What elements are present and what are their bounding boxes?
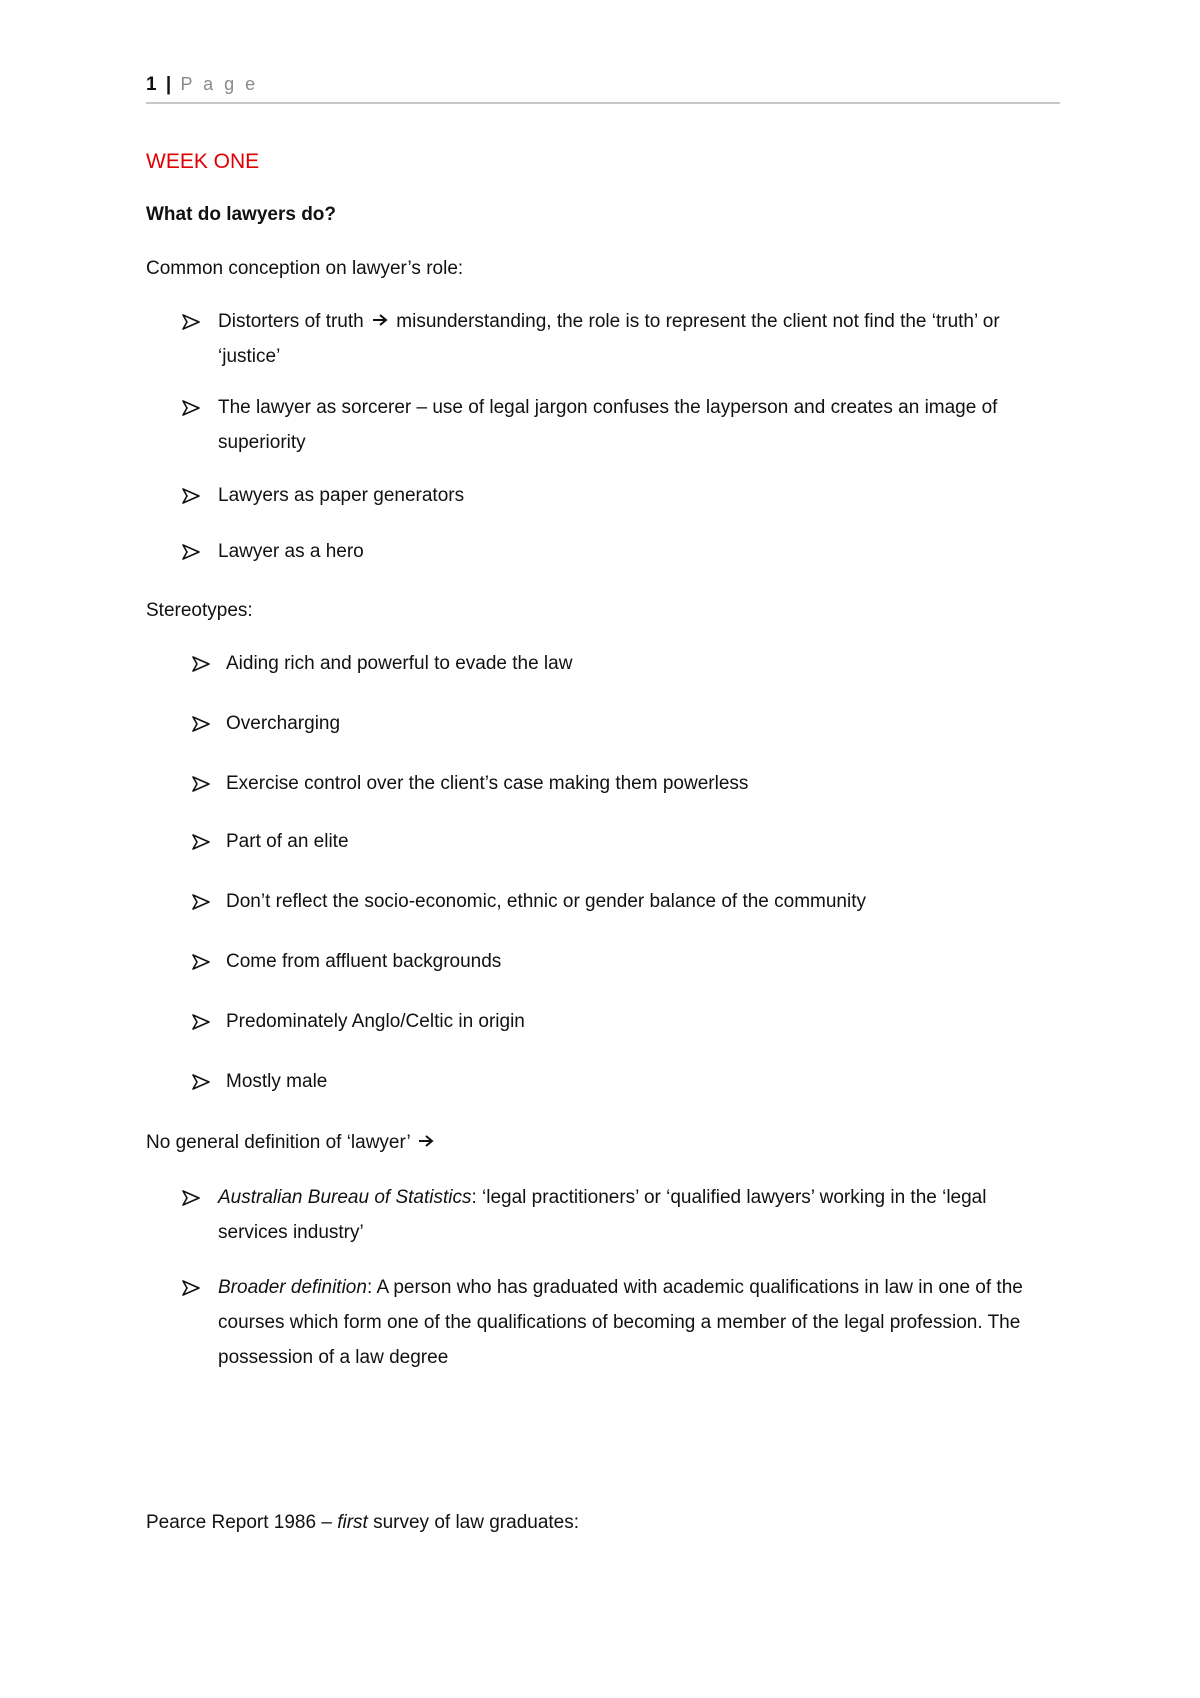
bullet-text: Mostly male xyxy=(226,1071,328,1092)
page-label: P a g e xyxy=(180,74,259,94)
stereotypes-intro: Stereotypes: xyxy=(146,600,253,621)
question-heading: What do lawyers do? xyxy=(146,204,337,225)
pearce-text-before: Pearce Report 1986 – xyxy=(146,1512,338,1533)
right-arrow-icon xyxy=(372,304,388,339)
right-arrow-icon xyxy=(418,1132,434,1154)
bullet-text: Predominately Anglo/Celtic in origin xyxy=(226,1011,525,1032)
arrowhead-bullet-icon xyxy=(192,706,210,741)
pearce-text-after: survey of law graduates: xyxy=(367,1512,580,1533)
list-item xyxy=(146,304,1046,374)
arrowhead-bullet-icon xyxy=(182,390,200,425)
definition-label: Broader definition xyxy=(218,1277,367,1298)
page-number: 1 xyxy=(146,74,157,95)
list-item xyxy=(146,478,1046,513)
list-item xyxy=(192,646,1092,681)
arrowhead-bullet-icon xyxy=(182,1180,200,1215)
bullet-text: : ‘legal practitioners’ or ‘qualified lawyers’ working in the ‘legal services industry’ xyxy=(218,1187,987,1243)
list-item xyxy=(146,390,1046,460)
common-conception-intro: Common conception on lawyer’s role: xyxy=(146,258,464,279)
list-item xyxy=(192,766,1092,801)
bullet-text: : A person who has graduated with academic qualifications in law in one of the courses which form one of the qualifications of becoming a member of the legal profession. The possession of a law degree xyxy=(218,1277,1023,1368)
arrowhead-bullet-icon xyxy=(192,1004,210,1039)
arrowhead-bullet-icon xyxy=(182,534,200,569)
list-item xyxy=(146,1180,1046,1250)
arrowhead-bullet-icon xyxy=(182,1270,200,1305)
arrowhead-bullet-icon xyxy=(192,1064,210,1099)
bullet-text: Overcharging xyxy=(226,713,341,734)
week-heading: WEEK ONE xyxy=(146,150,260,173)
arrowhead-bullet-icon xyxy=(182,478,200,513)
bullet-text: Distorters of truth xyxy=(218,311,364,332)
list-item xyxy=(192,1004,1092,1039)
definition-label: Australian Bureau of Statistics xyxy=(218,1187,472,1208)
page-header xyxy=(146,74,1060,104)
pearce-emphasis: first xyxy=(337,1512,368,1533)
bullet-text: Lawyer as a hero xyxy=(218,541,364,562)
bullet-text: Aiding rich and powerful to evade the law xyxy=(226,653,573,674)
arrowhead-bullet-icon xyxy=(192,944,210,979)
bullet-text: Lawyers as paper generators xyxy=(218,485,465,506)
definition-intro xyxy=(146,1132,437,1154)
arrowhead-bullet-icon xyxy=(192,824,210,859)
arrowhead-bullet-icon xyxy=(192,884,210,919)
list-item xyxy=(192,944,1092,979)
bullet-text: Come from affluent backgrounds xyxy=(226,951,502,972)
arrowhead-bullet-icon xyxy=(182,304,200,339)
list-item xyxy=(192,706,1092,741)
list-item xyxy=(192,1064,1092,1099)
bullet-text: misunderstanding, the role is to represent the client not find the ‘truth’ or ‘justice’ xyxy=(218,311,1000,368)
bullet-text: Don’t reflect the socio-economic, ethnic or gender balance of the community xyxy=(226,891,866,912)
bullet-text: Exercise control over the client’s case making them powerless xyxy=(226,773,749,794)
list-item xyxy=(146,534,1046,569)
page-separator: | xyxy=(165,74,172,95)
list-item xyxy=(192,884,1092,919)
bullet-text: Part of an elite xyxy=(226,831,349,852)
bullet-text: The lawyer as sorcerer – use of legal jargon confuses the layperson and creates an image of superiority xyxy=(218,397,998,453)
pearce-report-line xyxy=(146,1512,579,1534)
arrowhead-bullet-icon xyxy=(192,766,210,801)
list-item xyxy=(146,1270,1046,1375)
list-item xyxy=(192,824,1092,859)
definition-intro-text: No general definition of ‘lawyer’ xyxy=(146,1132,411,1154)
arrowhead-bullet-icon xyxy=(192,646,210,681)
